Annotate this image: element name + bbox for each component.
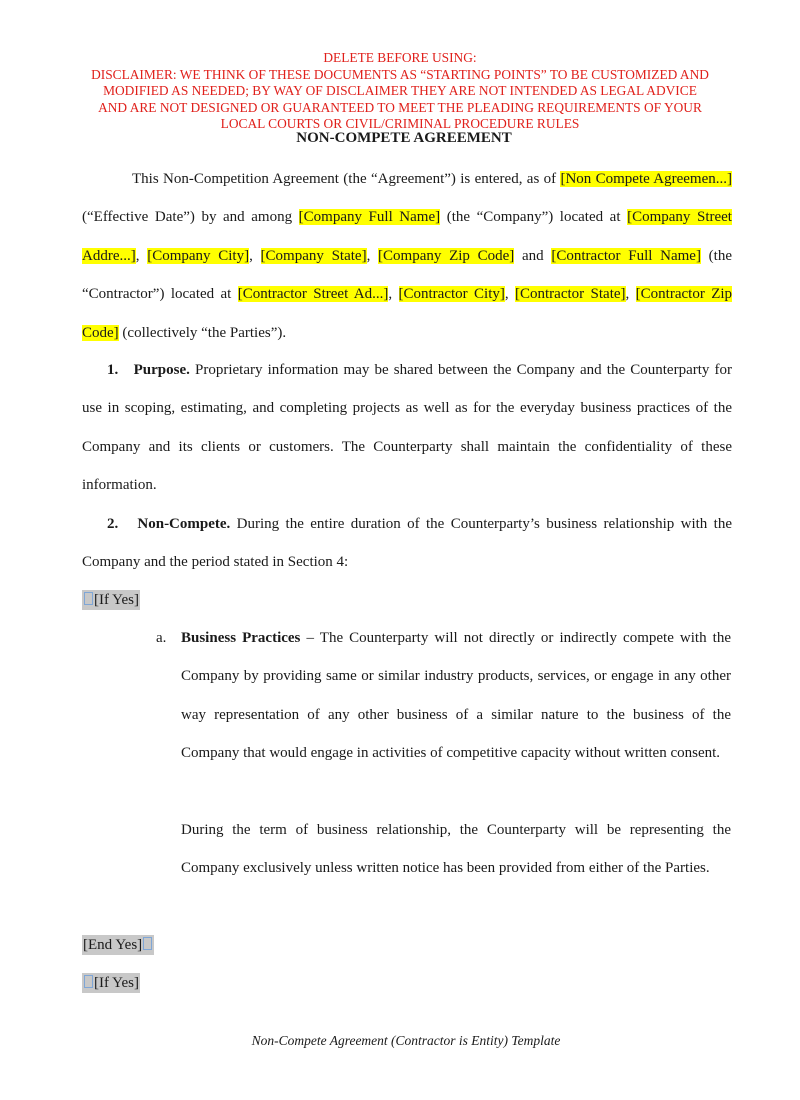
company-street-field[interactable]: [Company Street Addre...]	[82, 209, 732, 264]
intro-text: (collectively “the Parties”).	[118, 324, 287, 341]
section-number: 2.	[107, 516, 119, 532]
intro-text: and	[514, 247, 552, 264]
separator: ,	[249, 247, 261, 264]
disclaimer-line: AND ARE NOT DESIGNED OR GUARANTEED TO MEET THE PLEADING REQUIREMENTS OF YOUR	[98, 99, 702, 115]
separator: ,	[625, 286, 636, 303]
contractor-state-field[interactable]: [Contractor State]	[515, 286, 626, 303]
intro-text: This Non-Competition Agreement (the “Agreement”) is entered, as of	[132, 171, 561, 187]
section-body: During the entire duration of the Counterparty’s business relationship with the Company and the period stated in Section 4:	[82, 516, 733, 571]
separator: ,	[504, 286, 516, 303]
disclaimer-line: MODIFIED AS NEEDED; BY WAY OF DISCLAIMER THEY ARE NOT INTENDED AS LEGAL ADVICE	[103, 83, 697, 99]
section-purpose	[82, 351, 732, 505]
separator: ,	[366, 247, 379, 264]
contractor-name-field[interactable]: [Contractor Full Name]	[551, 247, 701, 264]
subsection-business-practices	[181, 619, 731, 773]
marker-label: [If Yes]	[94, 975, 139, 991]
subsection-body: – The Counterparty will not directly or indirectly compete with the Company by providing same or similar industry products, services, or engage in any other way representation of any other business of a similar nature to the business of the Company that would engage in activities of competitive capacity without written consent.	[181, 630, 731, 762]
checkbox-icon[interactable]	[84, 592, 93, 605]
separator: ,	[388, 286, 399, 303]
marker-label: [End Yes]	[83, 937, 143, 953]
disclaimer-line: LOCAL COURTS OR CIVIL/CRIMINAL PROCEDURE RULES	[220, 116, 580, 132]
separator: ,	[135, 247, 148, 264]
disclaimer-line: DISCLAIMER: WE THINK OF THESE DOCUMENTS AS “STARTING POINTS” TO BE CUSTOMIZED AND	[91, 66, 709, 82]
checkbox-icon[interactable]	[143, 937, 152, 950]
disclaimer-block	[70, 50, 730, 133]
if-yes-marker[interactable]	[82, 590, 140, 610]
marker-label: [If Yes]	[94, 592, 139, 608]
section-non-compete	[82, 505, 732, 582]
contractor-city-field[interactable]: [Contractor City]	[398, 286, 505, 303]
company-state-field[interactable]: [Company State]	[260, 247, 367, 264]
company-city-field[interactable]: [Company City]	[147, 247, 250, 264]
company-zip-field[interactable]: [Company Zip Code]	[378, 247, 515, 264]
section-body: Proprietary information may be shared between the Company and the Counterparty for use in scoping, estimating, and completing projects as well as for the everyday business practices of the Company and its clients or customers. The Counterparty shall maintain the confidentiality of these information.	[82, 362, 732, 494]
section-heading: Purpose.	[133, 362, 190, 378]
subsection-label: a.	[156, 630, 167, 646]
contractor-zip-field[interactable]: [Contractor Zip Code]	[82, 286, 733, 341]
section-number: 1.	[107, 362, 119, 378]
if-yes-marker-2[interactable]	[82, 973, 140, 993]
section-heading: Non-Compete.	[137, 516, 231, 532]
effective-date-field[interactable]: [Non Compete Agreemen...]	[560, 171, 733, 187]
document-title: NON-COMPETE AGREEMENT	[296, 130, 512, 146]
contractor-street-field[interactable]: [Contractor Street Ad...]	[237, 286, 389, 303]
checkbox-icon[interactable]	[84, 975, 93, 988]
page-footer: Non-Compete Agreement (Contractor is Entity) Template	[251, 1033, 561, 1048]
intro-text: (the “Company”) located at	[440, 209, 628, 226]
intro-text: (“Effective Date”) by and among	[82, 209, 299, 226]
intro-text: (the “Contractor”) located at	[82, 247, 732, 303]
subsection-heading: Business Practices	[181, 630, 301, 646]
disclaimer-line: DELETE BEFORE USING:	[323, 50, 477, 65]
end-yes-marker[interactable]	[82, 935, 154, 955]
subsection-paragraph-2: During the term of business relationship, the Counterparty will be representing the Company exclusively unless written notice has been provided from either of the Parties.	[181, 822, 731, 877]
company-name-field[interactable]: [Company Full Name]	[298, 209, 441, 226]
intro-paragraph	[82, 160, 732, 352]
